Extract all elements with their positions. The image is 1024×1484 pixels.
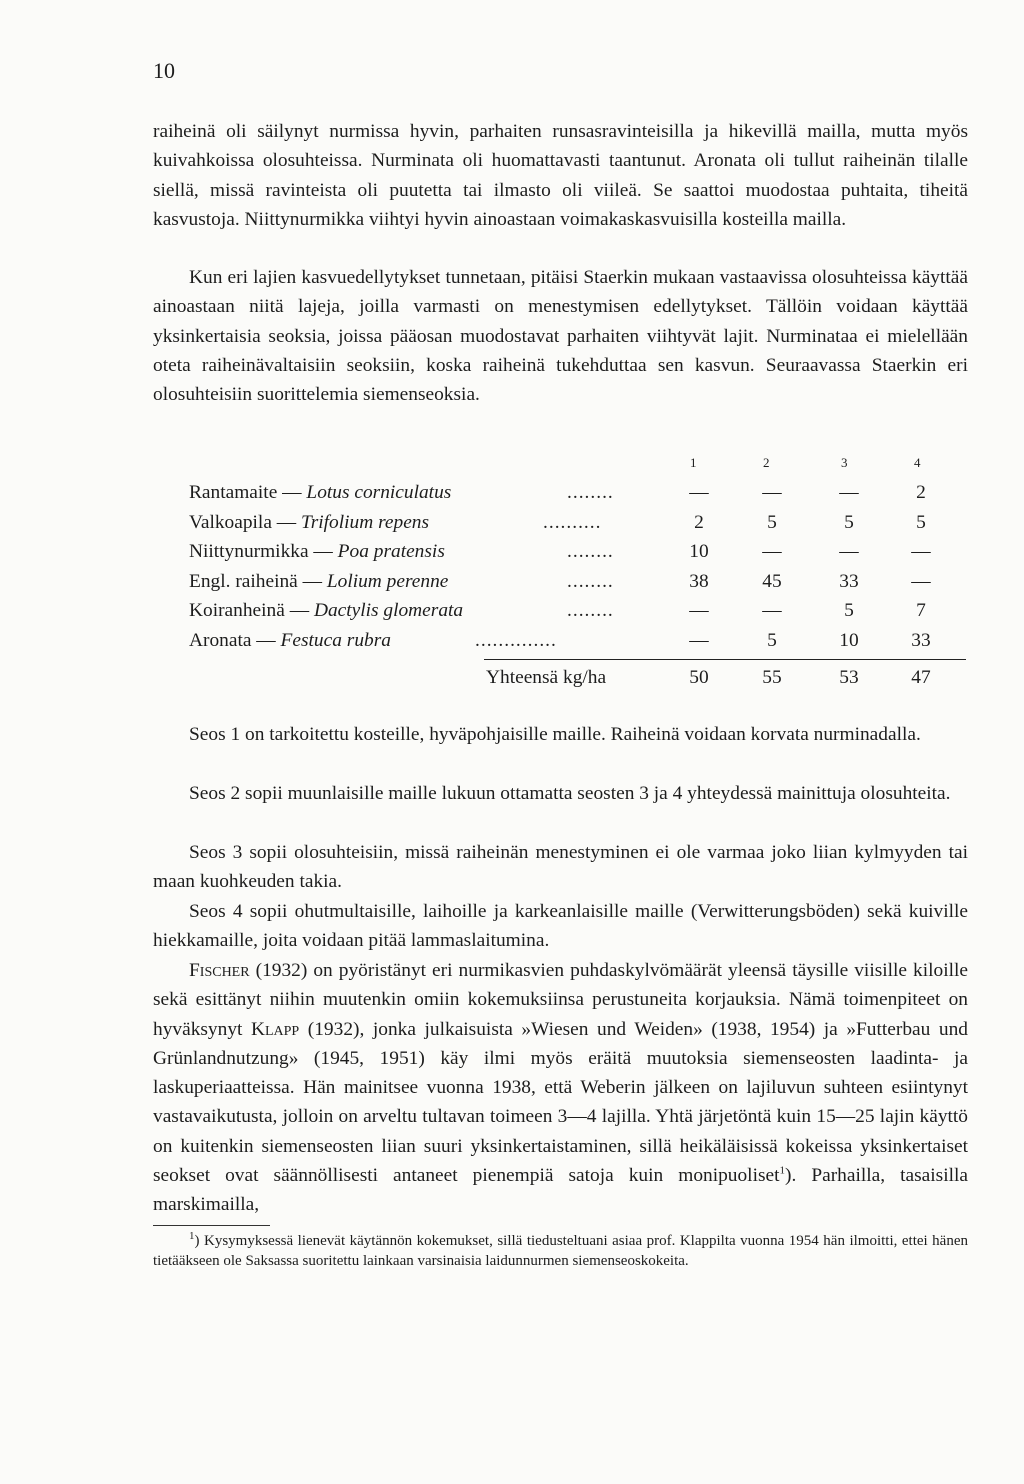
value-col-2: — bbox=[762, 541, 782, 562]
value-col-1: 10 bbox=[689, 541, 709, 562]
common-name: Valkoapila bbox=[189, 511, 272, 533]
table-row bbox=[189, 508, 969, 538]
value-col-2: — bbox=[762, 600, 782, 621]
footnote-rule bbox=[153, 1225, 270, 1226]
total-col-2: 55 bbox=[762, 667, 782, 688]
dot-leader: .......... bbox=[543, 511, 602, 533]
value-col-4: 7 bbox=[916, 600, 926, 621]
paragraph-mix-1: Seos 1 on tarkoitettu kosteille, hyväpohjaisille maille. Raiheinä voidaan korvata nurminadalla. bbox=[189, 724, 921, 745]
dot-leader: ........ bbox=[567, 482, 614, 503]
value-col-3: 10 bbox=[839, 629, 859, 651]
table-total-row bbox=[189, 663, 969, 693]
value-col-2: 45 bbox=[762, 570, 782, 592]
author-fischer: Fischer bbox=[189, 960, 250, 981]
common-name: Rantamaite bbox=[189, 482, 278, 503]
value-col-3: 33 bbox=[839, 570, 859, 592]
page-number: 10 bbox=[153, 58, 175, 83]
column-number-4: 4 bbox=[914, 455, 921, 470]
value-col-1: 38 bbox=[689, 570, 709, 592]
value-col-2: — bbox=[762, 482, 782, 503]
latin-name: Lolium perenne bbox=[326, 570, 449, 592]
paragraph-mix-2: Seos 2 sopii muunlaisille maille lukuun ottamatta seosten 3 ja 4 yhteydessä mainittuja olosuhteita. bbox=[189, 783, 951, 804]
value-col-4: — bbox=[911, 570, 931, 592]
paragraph-fischer-text-c: ). Parhailla, tasaisilla marskimailla, bbox=[153, 1165, 968, 1216]
latin-name: Dactylis glomerata bbox=[313, 600, 464, 621]
value-col-3: — bbox=[839, 482, 859, 503]
common-name: Engl. raiheinä bbox=[189, 570, 298, 592]
paragraph-fischer-text-a: (1932) on pyöristänyt eri nurmikasvien puhdaskylvömäärät yleensä täysille viisille kiloille sekä esittänyt niihin muutenkin omiin kokemuksiinsa perustuneita korjauksia. Nämä toimenpiteet on hyväksynyt bbox=[153, 960, 968, 1040]
value-col-1: — bbox=[689, 482, 709, 503]
footnote-marker: 1 bbox=[189, 1230, 195, 1242]
footnote bbox=[153, 1232, 968, 1271]
species-name: Rantamaite — Lotus corniculatus bbox=[189, 482, 452, 503]
footnote-reference: 1 bbox=[779, 1164, 785, 1177]
author-klapp: Klapp bbox=[250, 1018, 300, 1040]
value-col-1: — bbox=[689, 629, 709, 651]
table-sum-rule bbox=[484, 659, 966, 660]
value-col-1: — bbox=[689, 600, 709, 621]
species-name: Koiranheinä — Dactylis glomerata bbox=[189, 600, 464, 621]
species-name: Aronata — Festuca rubra bbox=[189, 629, 391, 651]
table-row bbox=[189, 567, 969, 597]
value-col-2: 5 bbox=[767, 511, 777, 533]
value-col-1: 2 bbox=[694, 511, 704, 533]
paragraph-staerk: Kun eri lajien kasvuedellytykset tunnetaan, pitäisi Staerkin mukaan vastaavissa olosuhteissa käyttää ainoastaan niitä lajeja, joilla varmasti on menestymisen edellytykset. Tällöin voidaan käyttää yksinkertaisia seoksia, joissa pääosan muodostavat parhaiten viihtyvät lajit. Nurminataa ei mielellään oteta raiheinävaltaisiin seoksiin, koska raiheinä tukehduttaa sen kasvun. Seuraavassa Staerkin eri olosuhteisiin suorittelemia siemenseoksia. bbox=[153, 267, 968, 406]
paragraph-fischer bbox=[153, 956, 968, 1220]
latin-name: Poa pratensis bbox=[337, 541, 445, 562]
common-name: Niittynurmikka bbox=[189, 541, 309, 562]
table-row bbox=[189, 596, 969, 626]
latin-name: Festuca rubra bbox=[280, 629, 391, 651]
species-name: Niittynurmikka — Poa pratensis bbox=[189, 541, 445, 562]
total-col-3: 53 bbox=[839, 667, 859, 688]
value-col-3: 5 bbox=[844, 600, 854, 621]
dot-leader: ........ bbox=[567, 570, 614, 592]
latin-name: Trifolium repens bbox=[301, 511, 430, 533]
common-name: Koiranheinä bbox=[189, 600, 285, 621]
dot-leader: ........ bbox=[567, 600, 614, 621]
dot-leader: ........ bbox=[567, 541, 614, 562]
value-col-4: — bbox=[911, 541, 931, 562]
species-name: Engl. raiheinä — Lolium perenne bbox=[189, 570, 449, 592]
column-number-1: 1 bbox=[690, 455, 697, 470]
value-col-2: 5 bbox=[767, 629, 777, 651]
column-number-2: 2 bbox=[763, 455, 770, 470]
paragraph-fischer-text-b: (1932), jonka julkaisuista »Wiesen und Weiden» (1938, 1954) ja »Futterbau und Grünlandnutzung» (1945, 1951) käy ilmi myös eräitä muutoksia siemenseosten laadinta- ja laskuperiaatteissa. Hän mainitsee vuonna 1938, että Weberin jälkeen on lajiluvun suhteen esiintynyt vastavaikutusta, jolloin on arveltu tultavan toimeen 3—4 lajilla. Yhtä järjetöntä kuin 15—25 lajin käyttö on kuitenkin siemenseosten liian suuri yksinkertaistaminen, sillä heikäläisissä kokeissa yksinkertaiset seokset ovat säännöllisesti antaneet pienempiä satoja kuin monipuoliset bbox=[153, 1018, 968, 1187]
column-number-3: 3 bbox=[841, 455, 848, 470]
paragraph-mix-4: Seos 4 sopii ohutmultaisille, laihoille ja karkeanlaisille maille (Verwitterungsböden) sekä kuiville hiekkamaille, joita voidaan pitää lammaslaitumina. bbox=[153, 901, 968, 952]
table-row bbox=[189, 626, 969, 656]
table-row bbox=[189, 537, 969, 567]
value-col-4: 33 bbox=[911, 629, 931, 651]
paragraph-intro: raiheinä oli säilynyt nurmissa hyvin, parhaiten runsasravinteisilla ja hikevillä mailla, mutta myös kuivahkoissa olosuhteissa. Nurminata oli huomattavasti taantunut. Aronata oli tullut raiheinän tilalle siellä, missä ravinteista oli puutetta tai ilmasto oli viileä. Se saattoi muodostaa puhtaita, tiheitä kasvustoja. Niittynurmikka viihtyi hyvin ainoastaan voimakaskasvuisilla kosteilla mailla. bbox=[153, 121, 968, 230]
footnote-text: ) Kysymyksessä lienevät käytännön kokemukset, sillä tiedusteltuani asiaa prof. Klappilta vuonna 1954 hän ilmoitti, ettei hänen tietääkseen ole Saksassa suoritettu lainkaan varsinaisia laidunnurmen siemenseoskokeita. bbox=[153, 1233, 968, 1269]
value-col-3: — bbox=[839, 541, 859, 562]
seed-mixture-table bbox=[189, 478, 969, 655]
latin-name: Lotus corniculatus bbox=[306, 482, 452, 503]
value-col-4: 5 bbox=[916, 511, 926, 533]
table-row bbox=[189, 478, 969, 508]
common-name: Aronata bbox=[189, 629, 252, 651]
species-name: Valkoapila — Trifolium repens bbox=[189, 511, 430, 533]
paragraph-mix-3: Seos 3 sopii olosuhteisiin, missä raiheinän menestyminen ei ole varmaa joko liian kylmyyden tai maan kuohkeuden takia. bbox=[153, 842, 968, 893]
value-col-4: 2 bbox=[916, 482, 926, 503]
value-col-3: 5 bbox=[844, 511, 854, 533]
total-label: Yhteensä kg/ha bbox=[486, 667, 607, 688]
dot-leader: .............. bbox=[475, 629, 557, 651]
total-col-4: 47 bbox=[911, 667, 931, 688]
total-col-1: 50 bbox=[689, 667, 709, 688]
